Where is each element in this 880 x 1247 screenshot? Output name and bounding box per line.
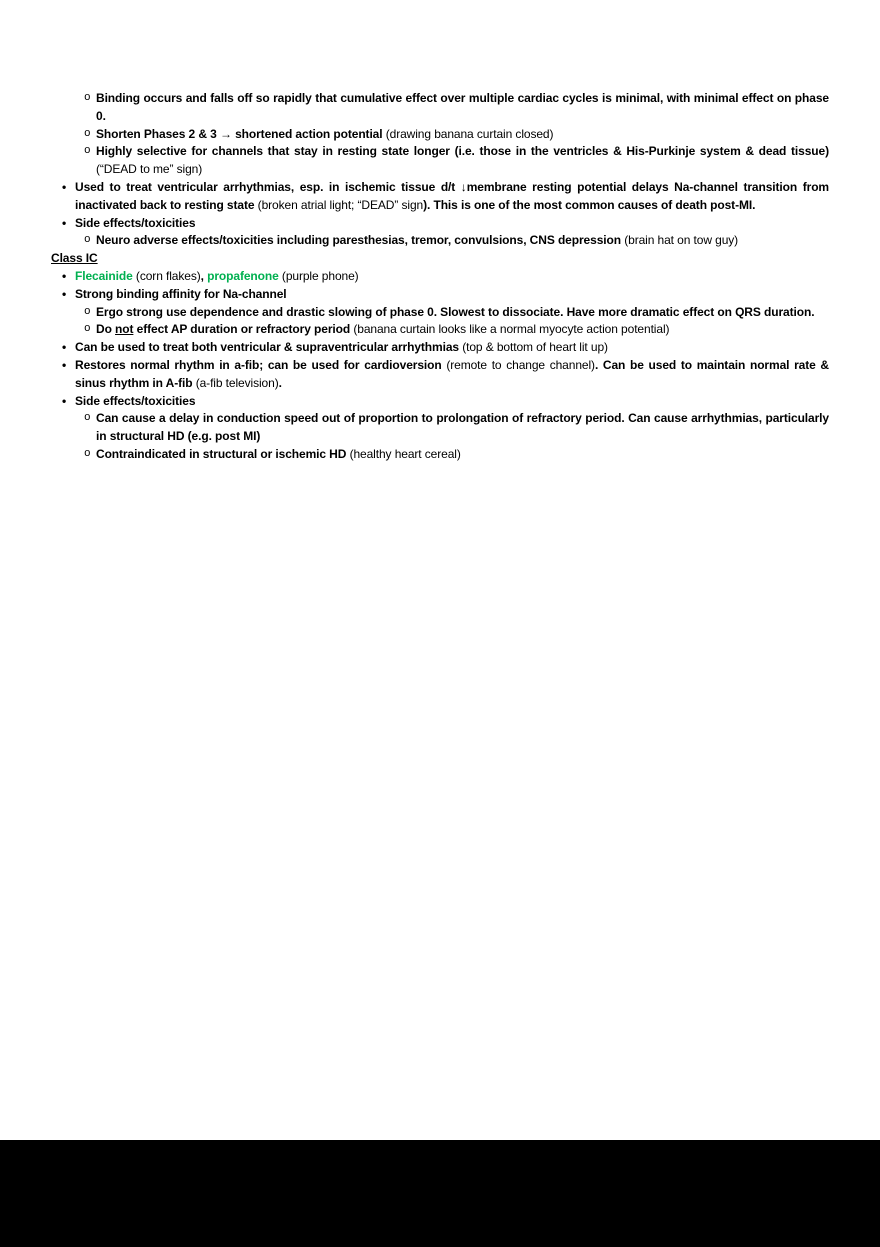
text-segment: (broken atrial light; “DEAD” sign	[257, 197, 424, 212]
list-item	[51, 286, 829, 304]
circle-marker: o	[84, 412, 91, 425]
list-item	[51, 357, 829, 393]
text-segment: (a-fib television)	[195, 375, 279, 390]
text-segment: Strong binding affinity for Na-channel	[75, 286, 287, 301]
text-segment: (banana curtain looks like a normal myocyte action potential)	[353, 322, 670, 337]
text-segment: Contraindicated in structural or ischemic HD	[96, 446, 350, 461]
text-segment: (remote to change channel)	[446, 357, 595, 372]
text-segment: (healthy heart cereal)	[349, 446, 461, 461]
list-item	[51, 393, 829, 411]
text-segment: Restores normal rhythm in a-fib; can be used for cardioversion	[75, 357, 447, 372]
text-segment: Side effects/toxicities	[75, 393, 196, 408]
sub-list-item	[51, 232, 829, 250]
sub-list-item	[51, 321, 829, 339]
bullet-marker: •	[62, 268, 67, 283]
text-segment: ,	[200, 268, 208, 283]
circle-marker: o	[84, 145, 91, 158]
text-segment: Highly selective for channels that stay in resting state longer (i.e. those in the ventricles & His-Purkinje system & dead tissue)	[96, 144, 829, 159]
sub-list-item	[51, 90, 829, 126]
bullet-marker: •	[62, 340, 67, 355]
circle-marker: o	[84, 323, 91, 336]
sub-list-item	[51, 446, 829, 464]
text-segment: propafenone	[207, 268, 282, 283]
text-segment: (purple phone)	[281, 268, 359, 283]
text-segment: (drawing banana curtain closed)	[385, 126, 554, 141]
text-segment: Do	[96, 322, 116, 337]
text-segment: (top & bottom of heart lit up)	[462, 340, 608, 355]
bullet-marker: •	[62, 393, 67, 408]
circle-marker: o	[84, 234, 91, 247]
text-segment: (“DEAD to me” sign)	[96, 162, 203, 177]
text-segment: Binding occurs and falls off so rapidly that cumulative effect over multiple cardiac cycles is minimal, with minimal effect on phase 0.	[96, 91, 829, 123]
section-heading	[51, 250, 829, 268]
text-segment: Can cause a delay in conduction speed out of proportion to prolongation of refractory period. Can cause arrhythmias, particularly in structural HD (e.g. post MI)	[96, 411, 829, 444]
circle-marker: o	[84, 305, 91, 318]
sub-list-item	[51, 143, 829, 179]
list-item	[51, 339, 829, 357]
text-segment: (brain hat on tow guy)	[624, 233, 739, 248]
text-segment: ). This is one of the most common causes of death post-MI.	[423, 197, 756, 212]
bullet-marker: •	[62, 357, 67, 372]
sub-list-item	[51, 304, 829, 322]
text-segment: Shorten Phases 2 & 3 → shortened action potential	[96, 126, 386, 141]
text-segment: Class IC	[51, 251, 98, 266]
page-break-bar	[0, 1140, 880, 1247]
text-segment: Neuro adverse effects/toxicities including paresthesias, tremor, convulsions, CNS depression	[96, 233, 625, 248]
text-segment: Used to treat ventricular arrhythmias, esp. in ischemic tissue d/t ↓membrane resting potential delays Na-channel transition from inactivated back to resting state	[75, 179, 829, 212]
text-segment: not	[115, 322, 134, 337]
circle-marker: o	[84, 447, 91, 460]
sub-list-item	[51, 410, 829, 446]
circle-marker: o	[84, 92, 91, 104]
text-segment: . Can be used to maintain normal rate & sinus rhythm in A-fib	[75, 357, 829, 390]
list-item	[51, 179, 829, 215]
text-segment: effect AP duration or refractory period	[133, 322, 354, 337]
text-segment: Flecainide	[75, 268, 136, 283]
document-content	[51, 90, 829, 464]
list-item	[51, 268, 829, 286]
text-segment: Ergo strong use dependence and drastic slowing of phase 0. Slowest to dissociate. Have more dramatic effect on QRS duration.	[96, 304, 815, 319]
text-segment: (corn flakes)	[135, 268, 201, 283]
list-item	[51, 215, 829, 233]
bullet-marker: •	[62, 179, 67, 194]
text-segment: Can be used to treat both ventricular & supraventricular arrhythmias	[75, 340, 463, 355]
sub-list-item	[51, 126, 829, 144]
text-segment: Side effects/toxicities	[75, 215, 196, 230]
text-segment: .	[278, 375, 282, 390]
circle-marker: o	[84, 127, 91, 140]
bullet-marker: •	[62, 286, 67, 301]
bullet-marker: •	[62, 215, 67, 230]
